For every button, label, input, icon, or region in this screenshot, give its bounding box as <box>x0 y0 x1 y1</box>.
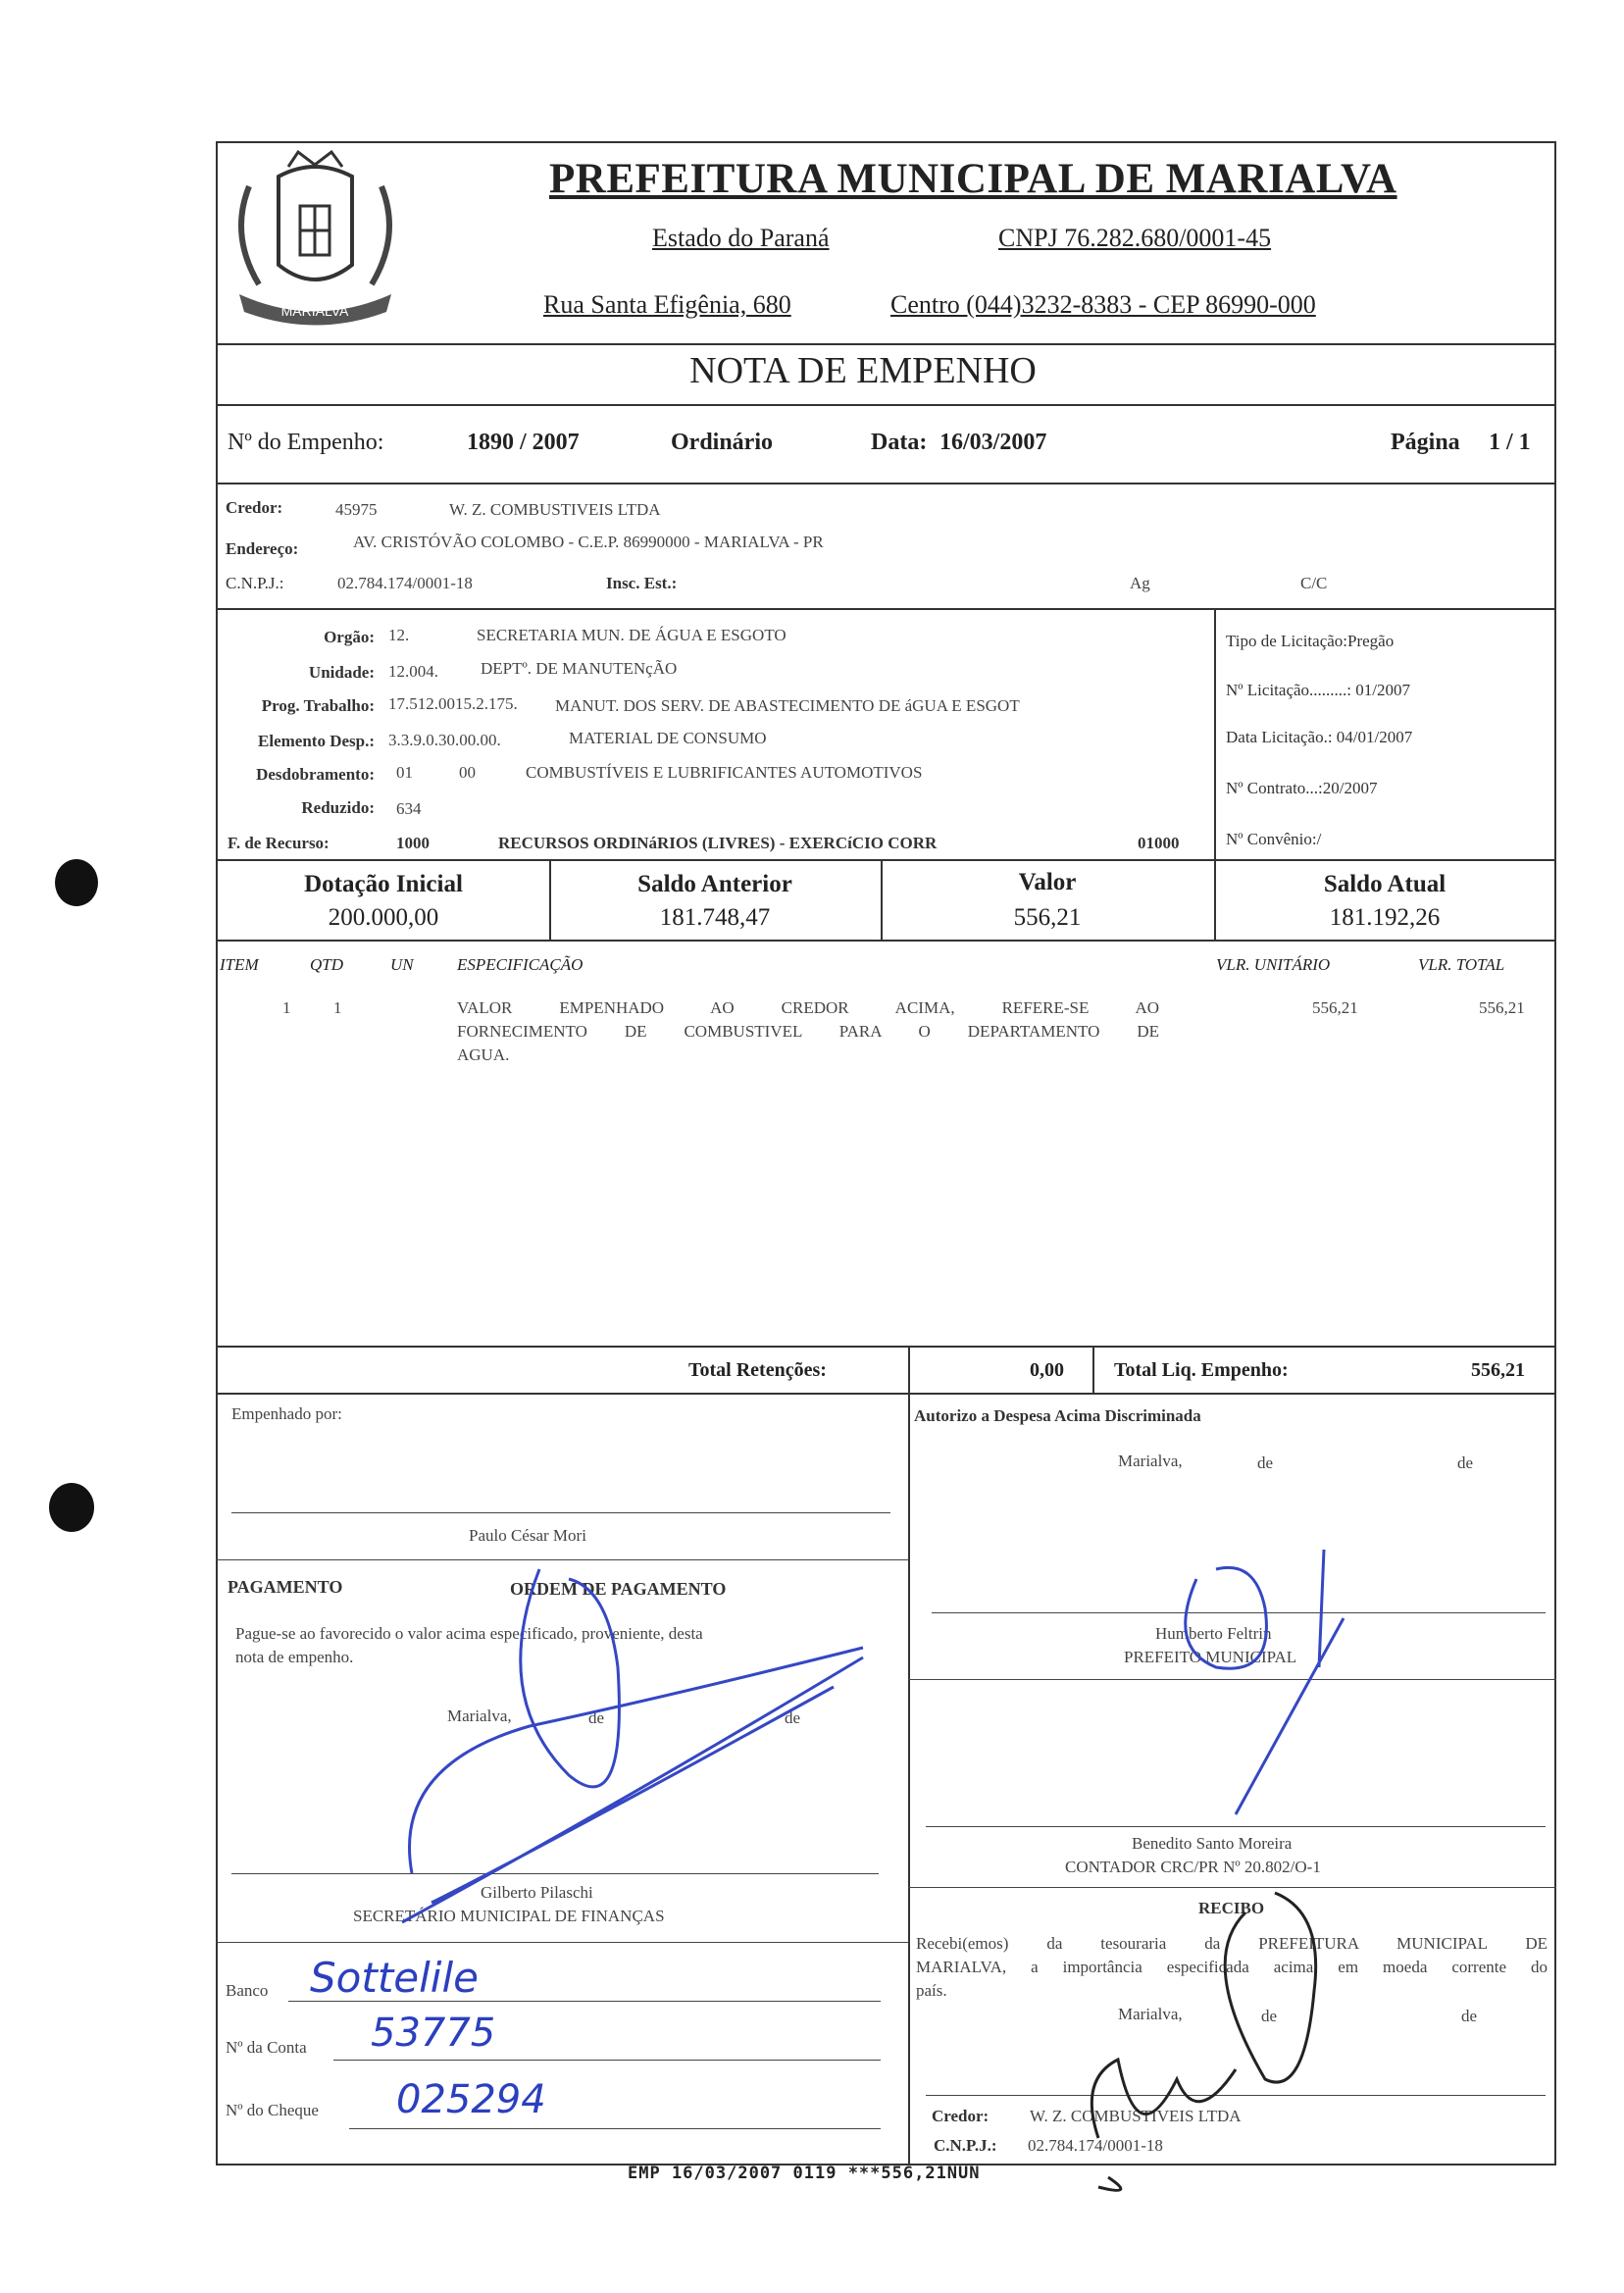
elemento-code: 3.3.9.0.30.00.00. <box>388 731 501 749</box>
dotacao-inicial-label: Dotação Inicial <box>304 871 463 897</box>
unidade-label: Unidade: <box>308 663 375 682</box>
col-header-un: UN <box>390 955 414 974</box>
total-retencoes-value: 0,00 <box>1030 1359 1064 1381</box>
prefeito-signature-icon <box>1157 1540 1373 1824</box>
recurso-value: RECURSOS ORDINáRIOS (LIVRES) - EXERCíCIO CORR <box>498 834 938 852</box>
prog-trabalho-label: Prog. Trabalho: <box>261 696 375 715</box>
valor-label: Valor <box>1018 869 1077 895</box>
prefeito-name: Humberto Feltrin <box>1155 1624 1272 1643</box>
credor-label: Credor: <box>226 498 283 517</box>
recibo-text-line1: Recebi(emos) da tesouraria da PREFEITURA MUNICIPAL DE <box>916 1934 1548 1953</box>
credor-name: W. Z. COMBUSTIVEIS LTDA <box>449 500 661 519</box>
desdobramento-label: Desdobramento: <box>256 765 375 784</box>
recibo-credor-name: W. Z. COMBUSTIVEIS LTDA <box>1030 2107 1242 2125</box>
saldo-atual-label: Saldo Atual <box>1323 871 1446 897</box>
recibo-de-1: de <box>1261 2007 1278 2025</box>
credor-cnpj: 02.784.174/0001-18 <box>337 574 473 592</box>
conta-label: Nº da Conta <box>226 2038 307 2057</box>
secretario-signature-icon <box>373 1550 883 1942</box>
item-qtd: 1 <box>333 998 342 1017</box>
recibo-city: Marialva, <box>1118 2005 1183 2023</box>
credor-cnpj-label: C.N.P.J.: <box>226 574 284 592</box>
desdobramento-value: COMBUSTÍVEIS E LUBRIFICANTES AUTOMOTIVOS <box>526 763 923 782</box>
valor-value: 556,21 <box>1013 904 1082 931</box>
document-type: NOTA DE EMPENHO <box>689 350 1037 391</box>
ag-label: Ag <box>1130 574 1150 592</box>
empenho-number-label: Nº do Empenho: <box>228 430 384 455</box>
empenhado-por-name: Paulo César Mori <box>469 1526 586 1545</box>
footer-stamp: EMP 16/03/2007 0119 ***556,21NUN <box>628 2164 981 2183</box>
secretario-title: SECRETÁRIO MUNICIPAL DE FINANÇAS <box>353 1907 665 1925</box>
saldo-atual-value: 181.192,26 <box>1329 904 1441 931</box>
saldo-anterior-value: 181.748,47 <box>659 904 771 931</box>
orgao-label: Orgão: <box>324 628 375 646</box>
pague-city: Marialva, <box>447 1707 512 1725</box>
seal-banner-text: MARIALVA <box>280 303 349 319</box>
reduzido-label: Reduzido: <box>301 798 375 817</box>
item-spec-line3: AGUA. <box>457 1045 510 1064</box>
numero-licitacao: Nº Licitação.........: 01/2007 <box>1226 681 1410 699</box>
item-spec-line2: FORNECIMENTO DE COMBUSTIVEL PARA O DEPARTAMENTO DE <box>457 1022 1159 1041</box>
state-label: Estado do Paraná <box>652 224 830 252</box>
page-number: 1 / 1 <box>1489 430 1531 455</box>
total-liq-value: 556,21 <box>1471 1359 1525 1381</box>
address-label: Rua Santa Efigênia, 680 <box>543 290 791 319</box>
elemento-value: MATERIAL DE CONSUMO <box>569 729 767 747</box>
empenho-date-label: Data: <box>871 430 928 455</box>
empenho-date: 16/03/2007 <box>939 430 1047 455</box>
recibo-credor-label: Credor: <box>932 2107 990 2125</box>
total-liq-label: Total Liq. Empenho: <box>1114 1359 1289 1381</box>
hole-punch <box>55 859 98 906</box>
contador-name: Benedito Santo Moreira <box>1132 1834 1293 1853</box>
recurso-code2: 01000 <box>1138 834 1180 852</box>
recibo-text-line3: país. <box>916 1981 947 2000</box>
banco-value: Sottelile <box>310 1954 479 2002</box>
cheque-value: 025294 <box>396 2077 546 2122</box>
empenho-number: 1890 / 2007 <box>467 430 580 455</box>
conta-value: 53775 <box>371 2011 496 2056</box>
col-header-especificacao: ESPECIFICAÇÃO <box>457 955 584 974</box>
col-header-item: ITEM <box>220 955 259 974</box>
recibo-text-line2: MARIALVA, a importância especificada acima em moeda corrente do <box>916 1958 1548 1976</box>
contact-label: Centro (044)3232-8383 - CEP 86990-000 <box>890 290 1316 319</box>
pague-de-2: de <box>785 1708 801 1727</box>
pague-text-line1: Pague-se ao favorecido o valor acima especificado, proveniente, desta <box>235 1624 703 1643</box>
cc-label: C/C <box>1300 574 1328 592</box>
numero-convenio: Nº Convênio:/ <box>1226 830 1322 848</box>
item-number: 1 <box>282 998 291 1017</box>
pague-de-1: de <box>588 1708 605 1727</box>
col-header-vlr-total: VLR. TOTAL <box>1418 955 1505 974</box>
autorizo-de-1: de <box>1257 1453 1274 1472</box>
autorizo-label: Autorizo a Despesa Acima Discriminada <box>914 1406 1201 1425</box>
cheque-label: Nº do Cheque <box>226 2101 319 2119</box>
orgao-value: SECRETARIA MUN. DE ÁGUA E ESGOTO <box>477 626 787 644</box>
unidade-code: 12.004. <box>388 662 438 681</box>
pagamento-label: PAGAMENTO <box>228 1577 343 1597</box>
autorizo-de-2: de <box>1457 1453 1474 1472</box>
recibo-cnpj: 02.784.174/0001-18 <box>1028 2136 1163 2155</box>
col-header-vlr-unitario: VLR. UNITÁRIO <box>1216 955 1331 974</box>
recibo-cnpj-label: C.N.P.J.: <box>934 2136 997 2155</box>
coat-of-arms-icon <box>220 147 411 333</box>
cnpj-label: CNPJ 76.282.680/0001-45 <box>998 224 1272 252</box>
credor-code: 45975 <box>335 500 378 519</box>
recurso-label: F. de Recurso: <box>228 834 330 852</box>
recibo-de-2: de <box>1461 2007 1478 2025</box>
col-header-qtd: QTD <box>310 955 344 974</box>
empenhado-por-label: Empenhado por: <box>231 1404 342 1423</box>
prog-trabalho-value: MANUT. DOS SERV. DE ABASTECIMENTO DE áGUA E ESGOT <box>555 696 1020 715</box>
recurso-code: 1000 <box>396 834 430 852</box>
empenho-type: Ordinário <box>671 430 774 455</box>
data-licitacao: Data Licitação.: 04/01/2007 <box>1226 728 1413 746</box>
endereco-label: Endereço: <box>226 539 299 558</box>
item-unit-value: 556,21 <box>1312 998 1358 1017</box>
ordem-pagamento-label: ORDEM DE PAGAMENTO <box>510 1579 727 1599</box>
recibo-label: RECIBO <box>1198 1899 1265 1917</box>
autorizo-city: Marialva, <box>1118 1452 1183 1470</box>
elemento-label: Elemento Desp.: <box>258 732 375 750</box>
page-label: Página <box>1391 430 1460 455</box>
dotacao-inicial-value: 200.000,00 <box>328 904 439 931</box>
secretario-name: Gilberto Pilaschi <box>481 1883 593 1902</box>
total-retencoes-label: Total Retenções: <box>688 1359 827 1381</box>
page-title: PREFEITURA MUNICIPAL DE MARIALVA <box>549 156 1397 202</box>
saldo-anterior-label: Saldo Anterior <box>637 871 792 897</box>
banco-label: Banco <box>226 1981 269 2000</box>
item-spec-line1: VALOR EMPENHADO AO CREDOR ACIMA, REFERE-SE AO <box>457 998 1159 1017</box>
unidade-value: DEPTº. DE MANUTENçÃO <box>481 659 678 678</box>
hole-punch <box>49 1483 94 1532</box>
numero-contrato: Nº Contrato...:20/2007 <box>1226 779 1378 797</box>
tipo-licitacao: Tipo de Licitação:Pregão <box>1226 632 1395 650</box>
item-total-value: 556,21 <box>1479 998 1525 1017</box>
insc-est-label: Insc. Est.: <box>606 574 678 592</box>
contador-title: CONTADOR CRC/PR Nº 20.802/O-1 <box>1065 1858 1321 1876</box>
credor-signature-icon <box>1079 1883 1393 2197</box>
prog-trabalho-code: 17.512.0015.2.175. <box>388 694 518 713</box>
desdobramento-code1: 01 <box>396 763 413 782</box>
pague-text-line2: nota de empenho. <box>235 1648 354 1666</box>
orgao-code: 12. <box>388 626 410 644</box>
reduzido-value: 634 <box>396 799 422 818</box>
prefeito-title: PREFEITO MUNICIPAL <box>1124 1648 1297 1666</box>
endereco-value: AV. CRISTÓVÃO COLOMBO - C.E.P. 86990000 - MARIALVA - PR <box>353 533 824 551</box>
desdobramento-code2: 00 <box>459 763 476 782</box>
